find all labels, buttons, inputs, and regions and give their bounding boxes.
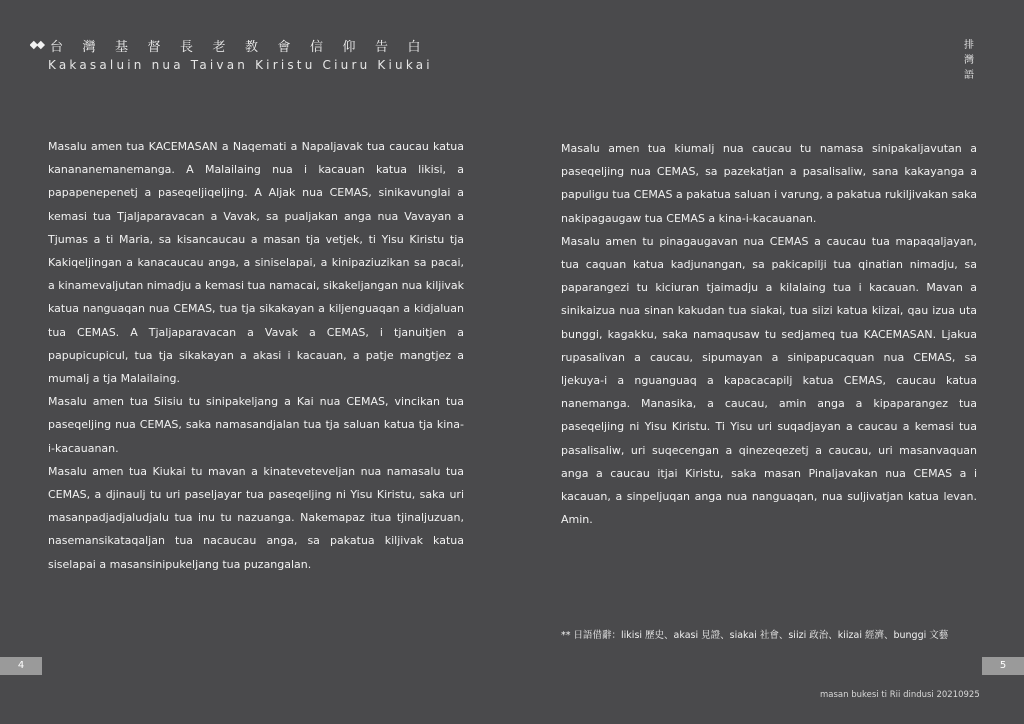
title-row [30, 36, 440, 55]
footnote: ** 日語借辭：likisi 歷史、akasi 見證、siakai 社會、siizi 政治、kiizai 經濟、bunggi 文藝 [561, 630, 949, 641]
paragraph: Masalu amen tua kiumalj nua caucau tu namasa sinipakaljavutan a paseqeljing nua CEMAS, sa pazekatjan a pasalisaliw, sana kakayanga a papuligu tua CEMAS a pakatua saluan i varung, a pakatua rukiljivakan saka nakipagaugaw tua CEMAS a kina-i-kacauanan. [561, 142, 977, 225]
side-label-char: 灣 [964, 55, 974, 66]
paragraph: Masalu amen tua Kiukai tu mavan a kinateveteveljan nua namasalu tua CEMAS, a djinaulj tu uri paseljayar tua paseqeljing ni Yisu Kiristu, saka uri masanpadjadjaludjalu tua inu tu nazuanga. Nakemapaz itua tjinaljuzuan, nasemansikataqaljan tua nacaucau anga, sa pakatua kiljivak katua siselapai a masansinipukeljang tua puzangalan. [48, 464, 464, 571]
side-label-char: 語 [964, 70, 974, 81]
credit-line: masan bukesi ti Rii dindusi 20210925 [820, 690, 980, 700]
left-column-text [48, 135, 464, 576]
title-paiwan: Kakasaluin nua Taivan Kiristu Ciuru Kiukai [48, 58, 433, 72]
page-header [30, 36, 440, 72]
paragraph: Masalu amen tu pinagaugavan nua CEMAS a caucau tua mapaqaljayan, tua caquan katua kadjunangan, sa pakicapilji tua qinatian nimadju, sa paparangezi tu kiciuran tjaimadju a kilalaing tua i kacauan. Mavan a sinikaizua nua sinan kakudan tua siakai, tua siizi katua kiizai, qau izua uta bunggi, kagakku, saka namaqusaw tu sedjameq tua KACEMASAN. Ljakua rupasalivan a caucau, sipumayan a sinipapucaquan nua CEMAS, sa ljekuya-i a nguanguaq a kapacacapilj katua CEMAS, caucau katua nanemanga. Manasika, a caucau, amin anga a kipaparangez tua paseqeljing ni Yisu Kiristu. Ti Yisu uri suqadjayan a caucau a kemasi tua pasalisaliw, uri suqecengan a qinezeqezetj a caucau, uri masanvaquan anga a caucau itjai Kiristu, saka masan Pinaljavakan nua CEMAS a i kacauan, a sinpeljuqan anga nua nanguaqan, nua suljivatjan katua levan. Amin. [561, 234, 977, 527]
title-chinese: 台灣基督長老教會信仰告白 [50, 40, 441, 55]
language-side-label [962, 38, 976, 83]
page-number-right: 5 [982, 657, 1024, 675]
paragraph: Masalu amen tua KACEMASAN a Naqemati a Napaljavak tua caucau katua kanananemanemanga. A Malailaing nua i kacauan katua likisi, a papapenepenetj a paseqeljiqeljing. A Aljak nua CEMAS, sinikavunglai a kemasi tua Tjaljaparavacan a Vavak, sa pualjakan anga nua Vavayan a Tjumas a ti Maria, sa kisancaucau a masan tja vetjek, ti Yisu Kiristu tja Kakiqeljingan a kanacaucau anga, a siniselapai, a kinipaziuzikan sa pacai, a kinamevaljutan nimadju a kemasi tua namacai, sikakeljangan nua kiljivak katua nanguaqan nua CEMAS, tua tja sikakayan a kiljenguaqan a kidjaluan tua CEMAS. A Tjaljaparavacan a Vavak a CEMAS, i tjanuitjen a papupicupicul, tua tja sikakayan a akasi i kacauan, a patje mangtjez a mumalj a tja Malailaing. [48, 140, 464, 386]
side-label-char: 排 [964, 40, 974, 51]
diamond-bullet-icon [30, 40, 46, 52]
page-number-left: 4 [0, 657, 42, 675]
right-column-text [561, 137, 977, 531]
paragraph: Masalu amen tua Siisiu tu sinipakeljang a Kai nua CEMAS, vincikan tua paseqeljing nua CEMAS, saka namasandjalan tua tja saluan katua tja kina-i-kacauanan. [48, 395, 464, 455]
